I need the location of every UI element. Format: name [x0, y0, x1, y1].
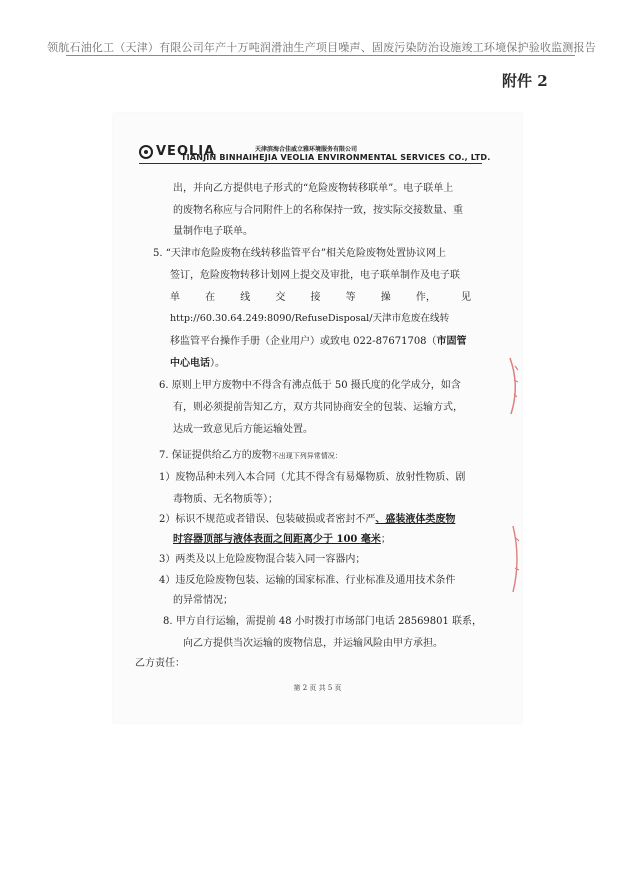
body-line: 出，并向乙方提供电子形式的“危险废物转移联单”。电子联单上	[173, 183, 454, 194]
body-text-bold: 时容器顶部与液体表面之间距离少于 100 毫米	[173, 534, 381, 545]
word: 线	[240, 292, 251, 303]
word: 接	[310, 292, 321, 303]
annex-label: 附件 2	[502, 72, 548, 90]
body-line	[170, 332, 467, 347]
page-footer: 第 2 页 共 5 页	[293, 684, 342, 692]
body-line-url: http://60.30.64.249:8090/RefuseDisposal/天津市危废在线转	[170, 313, 450, 324]
body-line	[159, 446, 342, 461]
body-line-justified	[170, 288, 471, 303]
seal-stamp-fragment	[510, 524, 522, 594]
body-line: 3）两类及以上危险废物混合装入同一容器内；	[159, 554, 366, 565]
body-line: 向乙方提供当次运输的废物信息，并运输风险由甲方承担。	[183, 638, 443, 649]
body-text: ；	[380, 534, 391, 545]
body-line: 6. 原则上甲方废物中不得含有沸点低于 50 摄氏度的化学成分，如含	[159, 380, 461, 391]
body-text-bold: 市固管	[436, 336, 467, 347]
word: 在	[205, 292, 216, 303]
body-text-bold: 、盛装液体类废物	[375, 514, 456, 525]
report-header: 领航石油化工（天津）有限公司年产十万吨润滑油生产项目噪声、固废污染防治设施竣工环境保护验收监测报告	[47, 41, 596, 54]
body-text: 移监管平台操作手册（企业用户）或致电 022-87671708（	[170, 336, 437, 347]
body-line: 签订，危险废物转移计划网上提交及审批，电子联单制作及电子联	[170, 270, 460, 281]
body-text-small: 不出现下列异常情况：	[271, 452, 342, 460]
header-rule	[66, 55, 575, 56]
body-text: 7. 保证提供给乙方的废物	[159, 450, 272, 461]
body-text: 2）标识不规范或者错误、包装破损或者密封不严	[159, 514, 376, 525]
body-text-bold: 中心电话	[170, 358, 210, 369]
word: 等	[345, 292, 356, 303]
body-line: 乙方责任：	[135, 658, 185, 669]
word: 操	[380, 292, 391, 303]
logo-text: VEOLIA	[156, 144, 216, 159]
veolia-logo-icon	[139, 145, 153, 159]
body-line: 的异常情况；	[173, 595, 233, 606]
body-text: ）。	[210, 358, 225, 369]
body-line	[170, 354, 225, 369]
body-line: 1）废物品种未列入本合同（尤其不得含有易爆物质、放射性物质、剧	[159, 472, 466, 483]
word: 作，	[415, 292, 436, 303]
company-name-en: TIANJIN BINHAIHEJIA VEOLIA ENVIRONMENTAL SERVICES CO., LTD.	[181, 153, 491, 162]
body-line: 量制作电子联单。	[173, 226, 253, 237]
body-line	[173, 530, 391, 545]
letterhead-rule	[139, 163, 482, 164]
company-name-cn: 天津滨海合佳威立雅环境服务有限公司	[255, 146, 358, 153]
body-line: 达成一致意见后方能运输处置。	[173, 424, 313, 435]
body-line: 4）违反危险废物包装、运输的国家标准、行业标准及通用技术条件	[159, 575, 456, 586]
word: 单	[170, 292, 180, 303]
body-line: 8. 甲方自行运输，需提前 48 小时拨打市场部门电话 28569801 联系，	[163, 616, 483, 627]
body-line: 的废物名称应与合同附件上的名称保持一致，按实际交接数量、重	[173, 205, 463, 216]
scanned-contract-page	[113, 113, 522, 723]
body-line	[159, 510, 455, 525]
word: 见	[461, 292, 471, 303]
body-line: 有，则必须提前告知乙方，双方共同协商安全的包装、运输方式，	[173, 402, 463, 413]
body-line: 毒物质、无名物质等）；	[173, 494, 278, 505]
seal-stamp-fragment	[508, 356, 522, 416]
word: 交	[275, 292, 286, 303]
body-line: 5. “天津市危险废物在线转移监管平台”相关危险废物处置协议网上	[153, 248, 446, 259]
